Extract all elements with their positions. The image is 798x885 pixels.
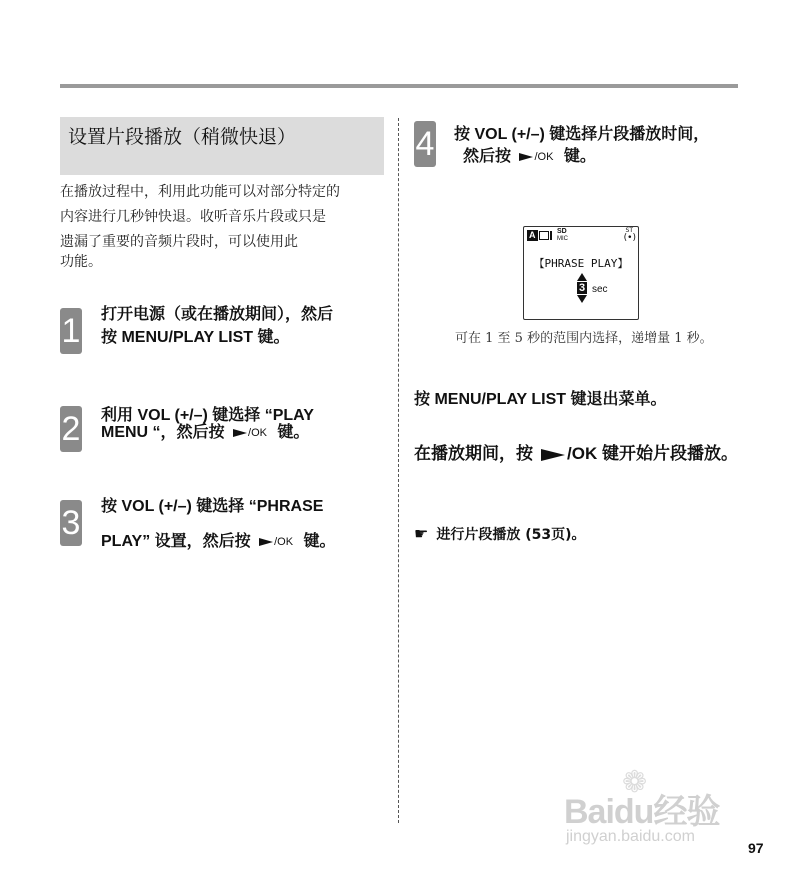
ok-key [259,536,293,548]
step-2-line-2 [101,419,309,442]
page-number: 97 [748,840,764,856]
step-number: 3 [60,500,82,546]
pointing-hand-icon: ☛ [414,524,429,543]
instruction-post: 键开始片段播放。 [601,444,738,463]
step-4-line-2-post: 键。 [563,148,596,165]
step-4-line-2-pre: 然后按 [463,148,512,165]
step-4-line-2 [463,143,596,166]
step-3-line-2 [101,528,336,551]
step-2-line-2-pre: MENU “，然后按 [101,424,225,441]
step-1-line-1: 打开电源（或在播放期间），然后 [101,306,334,323]
step-3-line-2-pre: PLAY” 设置，然后按 [101,533,251,550]
step-number: 1 [60,308,82,354]
arrow-down-icon [577,295,587,303]
stereo-icon: (•) [623,233,636,243]
ok-key-label: /OK [534,150,554,163]
step-number: 2 [60,406,82,452]
ok-key-label: /OK [248,426,267,439]
ok-key-label: /OK [274,535,294,548]
play-icon [519,153,533,161]
intro-line: 遗漏了重要的音频片段时，可以使用此 [60,234,298,250]
intro-paragraph [60,180,396,275]
instruction-exit-menu: 按 MENU/PLAY LIST 键退出菜单。 [414,391,667,408]
folder-letter: A [529,230,536,240]
ok-key [519,151,553,163]
stereo-label: ST [625,227,633,234]
intro-line: 内容进行几秒钟快退。收听音乐片段或只是 [60,209,326,225]
battery-bar-icon [550,231,552,240]
watermark [560,768,750,858]
arrow-up-icon [577,273,587,281]
paw-icon: ❁ [622,766,648,799]
step-2-line-1: 利用 VOL (+/–) 键选择 “PLAY [101,407,314,424]
section-title: 设置片段播放（稍微快退） [68,126,297,148]
step-1-line-2: 按 MENU/PLAY LIST 键。 [101,329,290,346]
lcd-value: 3 [578,282,586,294]
step-number: 4 [414,121,436,167]
intro-line: 在播放过程中，利用此功能可以对部分特定的 [60,184,340,200]
section-header [60,117,384,175]
watermark-brand: Baidu经验 [564,793,720,831]
step-4-line-1: 按 VOL (+/–) 键选择片段播放时间， [454,126,710,143]
reference-text: 进行片段播放 (53页)。 [436,527,586,543]
step-3-line-2-post: 键。 [303,533,336,550]
intro-line: 功能。 [60,254,102,270]
ok-key [233,427,267,439]
lcd-display [523,226,639,320]
mic-indicator: MIC [557,236,568,242]
lcd-title: 【PHRASE PLAY】 [533,257,629,270]
play-icon [233,429,247,437]
play-icon [541,449,565,461]
folder-icon [539,231,549,240]
folder-mode-indicator [527,230,552,241]
step-3-line-1: 按 VOL (+/–) 键选择 “PHRASE [101,498,324,515]
page-reference [414,524,586,544]
top-rule [60,84,738,88]
sd-indicator: SD [557,228,567,235]
range-caption: 可在 1 至 5 秒的范围内选择，递增量 1 秒。 [455,331,713,346]
instruction-pre: 在播放期间，按 [414,444,533,463]
play-icon [259,538,273,546]
instruction-start-playback [414,439,738,464]
ok-key-label: /OK [567,444,598,463]
step-2-line-2-post: 键。 [277,424,310,441]
lcd-unit: sec [592,284,608,295]
column-divider [398,118,399,823]
watermark-site: jingyan.baidu.com [566,828,695,845]
